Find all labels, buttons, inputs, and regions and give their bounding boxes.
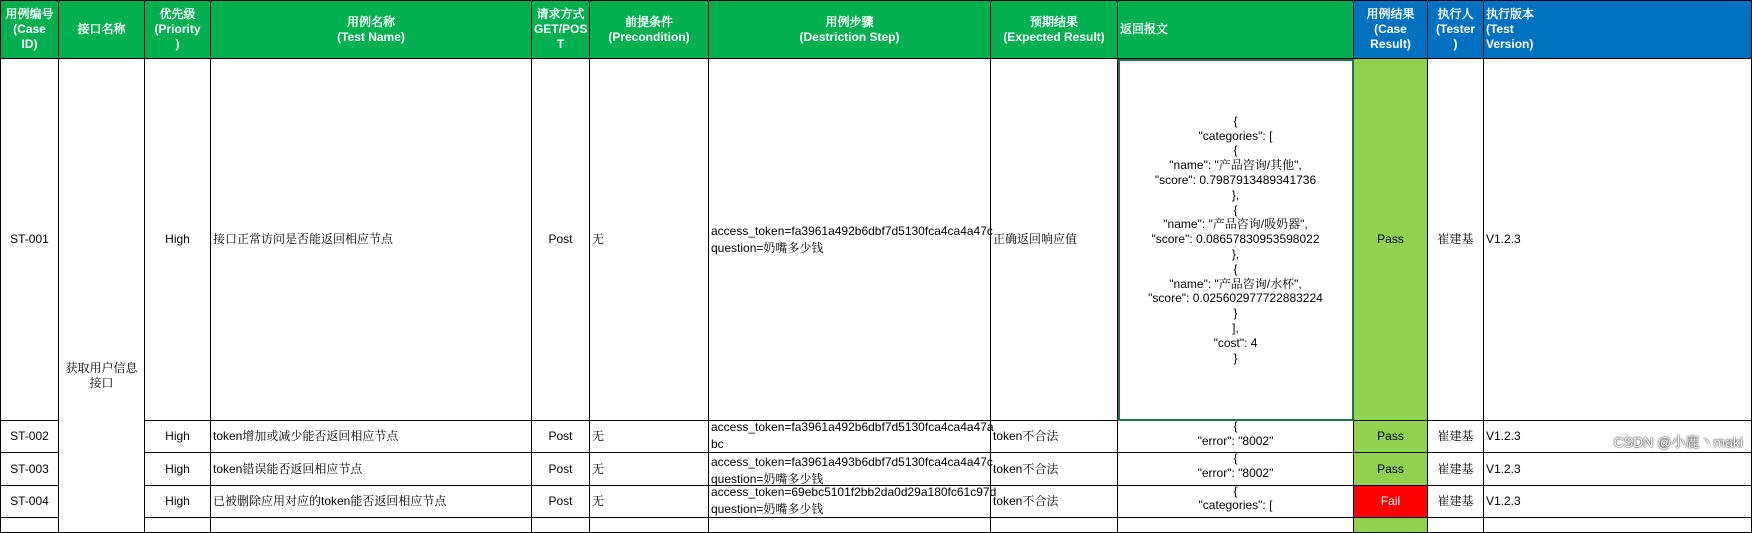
cell-tester[interactable]: 崔建基 — [1428, 59, 1484, 421]
cell-priority[interactable]: High — [145, 421, 211, 453]
col-header-tester[interactable] — [1428, 1, 1484, 59]
cell-priority[interactable]: High — [145, 453, 211, 485]
cell-case-id[interactable]: ST-004 — [1, 485, 59, 517]
table-row — [1, 59, 1752, 421]
cell-response[interactable] — [1118, 453, 1354, 485]
col-header-case-id[interactable] — [1, 1, 59, 59]
cell-precondition[interactable]: 无 — [590, 485, 709, 517]
steps-text: access_token=69ebc5101f2bb2da0d29a180fc61c97d question=奶嘴多少钱 — [711, 484, 997, 516]
cell-precondition[interactable]: 无 — [590, 453, 709, 485]
cell-expected[interactable]: token不合法 — [991, 421, 1118, 453]
cell-tester[interactable]: 崔建基 — [1428, 421, 1484, 453]
response-text: { "categories": [ — [1198, 483, 1273, 513]
table-row — [1, 421, 1752, 453]
table-row-partial — [1, 517, 1752, 532]
cell-method[interactable]: Post — [532, 453, 590, 485]
header-label: 执行人 (Tester ) — [1435, 7, 1476, 51]
cell-steps[interactable] — [709, 484, 997, 517]
header-label: 前提条件 (Precondition) — [608, 14, 690, 44]
cell-interface-name[interactable]: 获取用户信息接口 — [59, 59, 145, 533]
col-header-response[interactable] — [1118, 1, 1354, 59]
cell-precondition[interactable]: 无 — [590, 421, 709, 453]
header-label: 请求方式 GET/POS T — [534, 7, 588, 51]
cell-empty[interactable] — [590, 517, 709, 532]
steps-text: access_token=fa3961a492b6dbf7d5130fca4ca4a47a bc — [711, 420, 994, 452]
header-label: 优先级 (Priority ) — [154, 7, 201, 51]
col-header-version[interactable] — [1484, 1, 1752, 59]
cell-response[interactable] — [1118, 485, 1354, 517]
table-row — [1, 453, 1752, 485]
cell-precondition[interactable]: 无 — [590, 59, 709, 421]
table-row — [1, 485, 1752, 517]
cell-steps[interactable]: access_token=fa3961a492b6dbf7d5130fca4ca4a47c question=奶嘴多少钱 — [709, 59, 991, 421]
cell-case-result[interactable]: Fail — [1354, 485, 1428, 517]
cell-empty[interactable] — [532, 517, 590, 532]
cell-test-name[interactable]: 接口正常访问是否能返回相应节点 — [211, 59, 532, 421]
col-header-priority[interactable] — [145, 1, 211, 59]
cell-case-result[interactable]: Pass — [1354, 59, 1428, 421]
cell-tester[interactable]: 崔建基 — [1428, 453, 1484, 485]
steps-text: access_token=fa3961a493b6dbf7d5130fca4ca4a47c question=奶嘴多少钱 — [711, 455, 993, 487]
col-header-interface-name[interactable] — [59, 1, 145, 59]
cell-empty[interactable] — [1, 517, 59, 532]
cell-response[interactable] — [1118, 421, 1354, 453]
header-label: 用例名称 (Test Name) — [337, 14, 405, 44]
cell-priority[interactable]: High — [145, 59, 211, 421]
cell-expected[interactable]: 正确返回响应值 — [991, 59, 1118, 421]
response-text: { "error": "8002" — [1197, 451, 1274, 481]
cell-version[interactable]: V1.2.3 — [1484, 59, 1752, 421]
cell-case-id[interactable]: ST-002 — [1, 421, 59, 453]
header-label: 用例结果 (Case Result) — [1366, 7, 1415, 51]
cell-empty[interactable] — [1484, 517, 1752, 532]
cell-case-id[interactable]: ST-001 — [1, 59, 59, 421]
cell-method[interactable]: Post — [532, 59, 590, 421]
col-header-method[interactable] — [532, 1, 590, 59]
cell-version[interactable]: V1.2.3 — [1484, 453, 1752, 485]
cell-test-name[interactable]: 已被删除应用对应的token能否返回相应节点 — [211, 485, 532, 517]
header-label: 执行版本 (Test Version) — [1486, 7, 1535, 51]
cell-case-result[interactable]: Pass — [1354, 421, 1428, 453]
cell-method[interactable]: Post — [532, 421, 590, 453]
watermark: CSDN @小鹿丶maki — [1613, 434, 1743, 450]
header-label: 返回报文 — [1120, 22, 1169, 36]
cell-empty[interactable] — [1428, 517, 1484, 532]
col-header-expected[interactable] — [991, 1, 1118, 59]
cell-test-name[interactable]: token错误能否返回相应节点 — [211, 453, 532, 485]
col-header-case-result[interactable] — [1354, 1, 1428, 59]
cell-empty[interactable] — [1118, 517, 1354, 532]
cell-expected[interactable]: token不合法 — [991, 453, 1118, 485]
cell-steps[interactable] — [709, 453, 991, 485]
cell-case-result[interactable]: Pass — [1354, 453, 1428, 485]
cell-empty[interactable] — [1354, 517, 1428, 532]
cell-steps[interactable] — [709, 420, 994, 453]
cell-version[interactable]: V1.2.3 — [1484, 485, 1752, 517]
col-header-steps[interactable] — [709, 1, 991, 59]
header-label: 用例步骤 (Destriction Step) — [799, 14, 900, 44]
col-header-test-name[interactable] — [211, 1, 532, 59]
cell-test-name[interactable]: token增加或减少能否返回相应节点 — [211, 421, 532, 453]
cell-priority[interactable]: High — [145, 485, 211, 517]
cell-method[interactable]: Post — [532, 485, 590, 517]
cell-empty[interactable] — [709, 517, 991, 532]
response-text: { "error": "8002" — [1197, 419, 1274, 448]
cell-empty[interactable] — [211, 517, 532, 532]
cell-case-id[interactable]: ST-003 — [1, 453, 59, 485]
cell-expected[interactable]: token不合法 — [991, 485, 1118, 517]
cell-tester[interactable]: 崔建基 — [1428, 485, 1484, 517]
cell-empty[interactable] — [991, 517, 1118, 532]
cell-version[interactable]: V1.2.3 — [1484, 421, 1752, 453]
cell-response[interactable] — [1118, 59, 1354, 421]
header-label: 用例编号 (Case ID) — [5, 7, 54, 51]
header-row — [1, 1, 1752, 59]
header-label: 预期结果 (Expected Result) — [1003, 14, 1105, 44]
response-text: { "categories": [ { "name": "产品咨询/其他", "score": 0.7987913489341736 }, { "name": "产品咨询/吸奶器", "score": 0.08657830953598022 }, { "name": "产品咨询/水杯", "score": 0.025602977722883224 } ], "cost": 4 } — [1148, 113, 1323, 365]
header-label: 接口名称 — [77, 22, 126, 36]
cell-empty[interactable] — [145, 517, 211, 532]
col-header-precondition[interactable] — [590, 1, 709, 59]
